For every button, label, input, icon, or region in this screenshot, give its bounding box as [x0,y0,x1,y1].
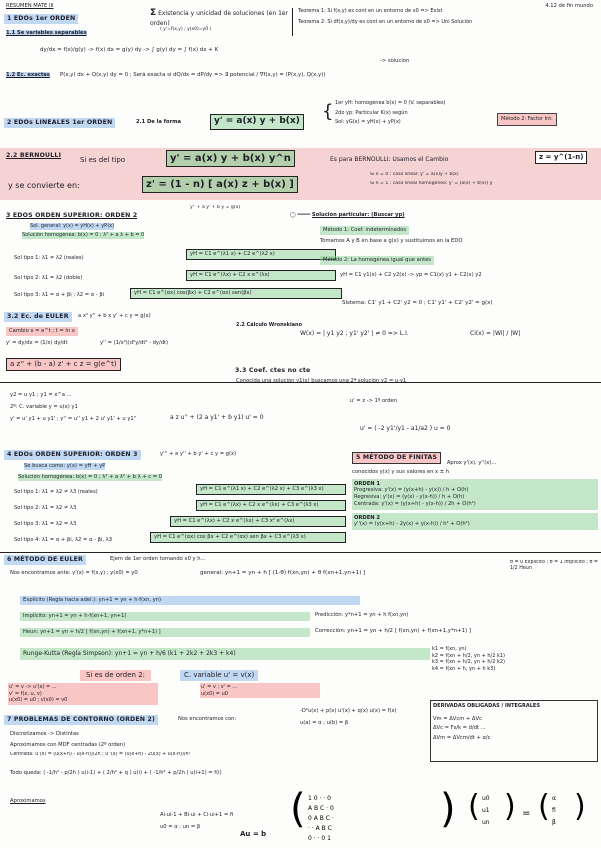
section-5-intro: conocidos y(x) y sus valores en x ± h [352,468,450,475]
svg-text:un: un [482,819,490,826]
sol-type-3: Sol tipo 3: λ1 = α + βi ; λ2 = α - βi [14,292,105,298]
euler-explicit: Explícito (Regla hacia adel.): yn+1 = yn + h·f(xn, yn) [20,596,360,605]
euler-opts: θ = 0 Explícito ; θ = 1 Implícito ; θ = 1/2 Heun [510,560,598,572]
bernoulli-note-2: Si n = 1 : caso lineal homogéneo: y' = (a(x) + b(x)) y [370,180,493,186]
section-4-title: 4 EDOs ORDEN SUPERIOR: ORDEN 3 [4,450,141,460]
cases-brace: { [322,101,334,122]
rk-k3: k3 = f(xn + h/2, yn + h/2 k2) [432,659,506,665]
s4-type-4-eq: yH = C1 e^(αx) cos βx + C2 e^(αx) sen βx + C3 e^(λ3 x) [150,532,346,543]
header-left-text: RESUMEN MATE III [6,3,54,9]
exact-title-text: 1.2 Ec. exactas [6,72,50,78]
s33-line-2: 2º: C. variable y = u(x) y1 [10,404,78,410]
order2-l5: u(x0) = u0 [201,690,228,697]
svg-text:=: = [522,808,531,819]
s7-cent: Centrada: u'(x) = (u(x+h) - u(x-h))/2h ; u''(x) = (u(x+h) - 2u(x) + u(x-h))/h² [10,752,191,757]
svg-text:0 · · 0 1: 0 · · 0 1 [308,835,331,842]
s4-type-2-eq: yH = C1 e^(λx) + C2 x e^(λx) + C3 e^(λ3 x) [196,500,346,511]
s7-aprox: Aproximamos con MDF centradas (2º orden) [10,742,126,748]
euler-eq: a x² y'' + b x y' + c y = g(x) [78,313,151,319]
euler-pred: Predicción: y*n+1 = yn + h f(xn,yn) [315,612,409,618]
euler-corr: Corrección: yn+1 = yn + h/2 [ f(xn,yn) + f(xn+1,y*n+1) ] [315,628,471,634]
orden-1-label: ORDEN 1 [354,480,381,487]
s7-todo: Todo queda: ( -1/h² - p/2h ) u(i-1) + ( 2/h² + q ) u(i) + ( -1/h² + p/2h ) u(i+1) = f(i) [10,770,222,776]
theorem-2: Teorema 2: Si df(x,y)/dy es cont en un entorno de x0 => Uni Solución [298,18,473,25]
particular-title-text: Solución particular: (Buscar yp) [311,212,405,218]
section-1-title: 1 EDOs 1er ORDEN [4,14,78,24]
sol-type-2: Sol tipo 2: λ1 = λ2 (doble) [14,275,83,281]
s4-type-2: Sol tipo 2: λ1 = λ2 ≠ λ3 [14,505,77,511]
section-7-title: 7 PROBLEMAS DE CONTORNO (ORDEN 2) [4,715,158,725]
system-eq: Sistema: C1' y1 + C2' y2 = 0 ; C1' y1' + C2' y2' = g(x) [342,300,493,306]
section-3-title: 3 EDOS ORDEN SUPERIOR: ORDEN 2 [6,212,138,219]
orden-2-label: ORDEN 2 [354,514,381,521]
euler-d2: y'' = (1/x²)(d²y/dt² - dy/dt) [100,340,169,346]
section-3-3-text: Conocida una solución y1(x) buscamos una 2ª solución y2 = u·y1 [236,378,407,384]
rk-k2: k2 = f(xn + h/2, yn + h/2 k1) [432,652,506,659]
euler-title: 3.2 Ec. de EULER [4,312,72,322]
wronskian-eq: W(x) = | y1 y2 ; y1' y2' | ≠ 0 => L.I. [300,330,409,337]
exact-title [6,72,50,79]
svg-text:A B C · 0: A B C · 0 [308,805,334,812]
section-6-subtitle: Ejem de 1er orden tomando x0 y h... [110,556,206,562]
bernoulli-note-1: Si n = 0 : caso lineal: y' = a(x)y + b(x) [370,172,459,177]
bernoulli-notes [370,172,595,187]
s7-eq: -D²u(x) + p(x) u'(x) + q(x) u(x) = f(x) [300,708,397,714]
svg-text:1 0 · · 0: 1 0 · · 0 [308,795,331,802]
section-4-gen: Se busca como: y(x) = yH + yP [24,463,106,469]
section-6-title: 6 MÉTODO DE EULER [4,555,86,565]
sol-type-2-eq: yH = C1 e^(λx) + C2 x e^(λx) [186,270,336,281]
theorem-1: Teorema 1: Si f(x,y) es cont en un entorno de x0 => Exist [298,8,443,14]
linear-cases [335,100,485,126]
matrix-entries [308,795,334,842]
euler-implicit: Implícito: yn+1 = yn + h·f(xn+1, yn+1) [20,612,310,621]
centrada-2: y''(x) = (y(x+h) - 2y(x) + y(x-h)) / h² + O(h²) [354,521,470,528]
order2-l3: u(x0) = u0 ; v(x0) = v0 [9,697,68,703]
s7-ap: Aproximamos [10,798,46,804]
existence-block [150,8,290,33]
svg-text:u1: u1 [482,807,490,814]
sol-type-1: Sol tipo 1: λ1 ≠ λ2 (reales) [14,255,84,261]
s4-type-3-eq: yH = C1 e^(λx) + C2 x e^(λx) + C3 x² e^(λx) [170,516,346,527]
regresiva: Regresiva: y'(x) = (y(x) - y(x-h)) / h + O(h) [354,494,465,501]
sol-type-1-eq: yH = C1 e^(λ1 x) + C2 e^(λ2 x) [186,249,336,260]
method-2: Método 2: La homogénea igual que antes [320,256,434,265]
s7-sys1: Ai·ui-1 + Bi·ui + Ci·ui+1 = fi [160,812,234,818]
euler-heun: Heun: yn+1 = yn + h/2 [ f(xn,yn) + f(xn+1, y*n+1) ] [20,628,310,637]
runge-kutta: Runge-Kutta (Regla Simpson): yn+1 = yn + h/6 (k1 + 2k2 + 2k3 + k4) [20,648,430,660]
section-5-title-2: Aprox y'(x), y''(x)... [446,460,497,467]
matrix-bracket-left: ( [290,786,306,832]
s4-type-1: Sol tipo 1: λ1 ≠ λ2 ≠ λ3 (reales) [14,489,98,495]
sol-type-3-eq: yH = C1 e^(αx) cos(βx) + C2 e^(αx) sen(βx) [130,288,342,299]
svg-text:β: β [552,819,556,826]
separable-title-text: 1.1 Se variables separables [6,30,87,36]
form-label: 2.1 De la forma [136,119,181,125]
exact-note: -> solución [380,58,410,64]
derivatives-d1: Vm = ΔVcm + ΔVc [433,715,482,722]
section-4-homog: Solución homogénea: b(x) = 0 ; λ³ + a λ² + b λ + c = 0 [18,474,163,480]
svg-text:(: ( [538,789,550,824]
method-2-box: Método 2: Factor Int. [497,113,557,126]
section-3-homog: Solución homogénea: b(x) = 0 ; λ² + a λ + b = 0 [22,232,145,238]
s33-change2: u' = z -> 1º orden [350,398,397,404]
centrada: Centrada: y'(x) = (y(x+h) - y(x-h)) / 2h + O(h²) [354,500,476,507]
existence-ops: ( y'=f(x,y) ; y(x0)=y0 ) [160,27,212,33]
wronskian-title: 2.2 Cálculo Wronskiano [236,322,303,328]
s7-bc: u(a) = α ; u(b) = β [300,720,349,726]
rk-k-values [432,646,592,672]
svg-text:0 A B C ·: 0 A B C · [308,815,334,822]
s33-line-4: a z u'' + (2 a y1' + b y1) u' = 0 [170,414,264,421]
euler-change: Cambio x = e^t ; t = ln x [6,327,78,336]
method-1-text: Tomamos A y B en base a g(x) y sustituimos en la EDO [320,238,463,244]
section-2-title: 2 EDOs LINEALES 1er ORDEN [4,118,115,128]
method-1: Método 1: Coef. indeterminados [320,226,409,235]
euler-intro: Nos encontramos ante: y'(x) = f(x,y) ; y(x0) = y0 [10,570,138,576]
derivatives-box [430,700,598,762]
particular-circle-icon: ◯ ━━━━ [290,212,312,218]
section-3-top-note: y'' + a y' + b y = g(x) [190,205,241,210]
bernoulli-change-box: z = y^(1-n) [535,151,587,164]
derivatives-title: DERIVADAS OBLIGADAS / INTEGRALES [433,703,540,709]
bernoulli-title: 2.2 BERNOULLI [6,152,62,159]
method-2-text: yH = C1 y1(x) + C2 y2(x) -> yp = C1(x) y1 + C2(x) y2 [340,272,482,278]
s4-type-4: Sol tipo 4: λ1 = α + βi, λ2 = α - βi, λ3 [14,537,112,543]
svg-text:· · A B C: · · A B C [308,825,332,832]
euler-result: a z'' + (b - a) z' + c z = g(e^t) [6,358,121,371]
section-5-title: 5 MÉTODO DE FINITAS [352,452,441,464]
bernoulli-eq-box: y' = a(x) y + b(x) y^n [166,150,295,167]
order2-l2: v' = f(x, u, v) [9,690,42,697]
progresiva: Progresiva: y'(x) = (y(x+h) - y(x)) / h + O(h) [354,487,469,494]
svg-text:): ) [504,789,516,824]
s33-line-1: y2 = u y1 ; y1 = x^a ... [10,392,72,398]
section-3-3-title: 3.3 Coef. ctes no cte [235,367,311,374]
svg-text:(: ( [468,789,480,824]
s7-matrix-label: Au = b [240,830,267,838]
finite-diff-panel [352,452,598,552]
svg-text:): ) [574,789,586,824]
order2-l4: u' = v ; v' = ... [201,684,238,690]
s7-intro: Nos encontramos con: [178,716,237,722]
order2-right [200,683,320,698]
separable-title [6,30,87,37]
s4-type-3: Sol tipo 3: λ1 = λ2 = λ3 [14,521,77,527]
derivatives-d2: ΔVc = Fs/k = d/dt ... [433,725,486,732]
tridiagonal-matrix [290,786,590,846]
section-4-eq: y''' + a y'' + b y' + c y = g(x) [160,451,237,457]
derivatives-d3: ΔVm = ΔVcm/dt + α/c [433,735,491,741]
svg-text:u0: u0 [482,795,490,802]
bernoulli-eq2-box: z' = (1 - n) [ a(x) z + b(x) ] [142,176,298,193]
rk-k1: k1 = f(xn, yn) [432,646,467,652]
order2-left [8,683,158,705]
rk-k4: k4 = f(xn + h, yn + h k3) [432,665,496,672]
s33-ueq: u' = ( -2 y1'/y1 - a1/a2 ) u = 0 [360,425,451,432]
svg-text:α: α [552,795,556,802]
svg-text:fi: fi [552,807,556,814]
linear-case-3: Sol: yG(x) = yH(x) + yP(x) [335,119,401,125]
existence-sigma: Σ [150,8,157,18]
divider-6 [0,552,601,553]
euler-d1: y' = dy/dx = (1/x) dy/dt [6,340,68,346]
order2-title: Si es de orden 2: [80,670,151,681]
matrix-bracket-right: ) [440,786,456,832]
linear-eq-box: y' = a(x) y + b(x) [210,114,304,130]
header-right-text: 4.12 de fin mundo [545,3,593,9]
existence-divider [292,8,293,36]
exact-eq: P(x,y) dx + Q(x,y) dy = 0 ; Será exacta si dQ/dx = dP/dy => ∃ potencial / ∇f(x,y) = (P(x,y), Q(x,y)) [60,72,326,78]
euler-general: general: yn+1 = yn + h [ (1-θ) f(xn,yn) + θ f(xn+1,yn+1) ] [200,570,366,576]
s7-sys2: u0 = α ; un = β [160,824,201,830]
s7-disc: Discretizamos -> Distintas [10,731,79,737]
s4-type-1-eq: yH = C1 e^(λ1 x) + C2 e^(λ2 x) + C3 e^(λ3 x) [196,484,346,495]
header-left [6,3,126,10]
order2-l1: u' = v -> u'(x) = ... [9,684,57,690]
separable-eq: dy/dx = f(x)/g(y) -> f(x) dx = g(y) dy -> ∫ g(y) dy = ∫ f(x) dx + K [40,47,219,53]
linear-case-1: 1er yH: homogénea b(x) = 0 (V. separables) [335,100,446,106]
section-3-general: Sol. general: y(x) = yH(x) + yP(x) [30,223,115,229]
linear-case-2: 2do yp: Particular K(x) según [335,109,408,116]
bernoulli-text-3: y se convierte en: [8,181,80,190]
existence-title: Existencia y unicidad de soluciones (en 1er orden) [150,10,289,27]
cramer-eq: Ci(x) = |Wi| / |W| [470,330,521,337]
bernoulli-text: Si es del tipo [80,156,126,164]
existence-theorems [298,8,598,25]
order2-cv: C. variable u' = v(x) [180,670,258,681]
particular-title [290,212,405,219]
bernoulli-text-2: Es para BERNOULLI: Usamos el Cambio [330,156,449,163]
s33-line-3: y' = u' y1 + u y1' ; y'' = u'' y1 + 2 u' y1' + u y1'' [10,416,137,422]
